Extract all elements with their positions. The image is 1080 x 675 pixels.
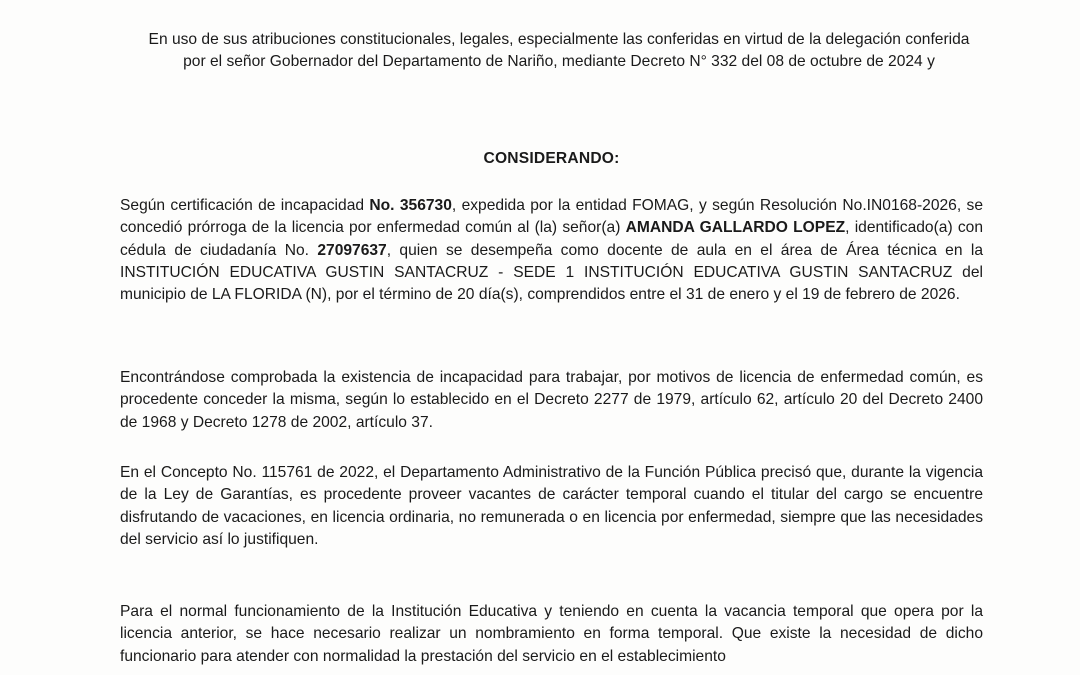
paragraph-1 bbox=[120, 195, 983, 306]
p1-text-2: , expedida por la entidad FOMAG, y según Resolución No.IN0168-2026, se concedió prórroga de la licencia por enfermedad común al (la) señor(a) bbox=[120, 197, 984, 237]
id-number: 27097637 bbox=[317, 241, 387, 259]
p1-text-3: , identificado(a) con cédula de ciudadanía No. bbox=[120, 219, 984, 259]
intro-block bbox=[136, 29, 982, 74]
paragraph-2-block bbox=[120, 367, 983, 434]
paragraph-3-block bbox=[120, 462, 983, 551]
p1-text-1: Según certificación de incapacidad bbox=[120, 197, 370, 214]
paragraph-2: Encontrándose comprobada la existencia de incapacidad para trabajar, por motivos de licencia de enfermedad común, es procedente conceder la misma, según lo establecido en el Decreto 2277 de 1979, artículo 62, artículo 20 del Decreto 2400 de 1968 y Decreto 1278 de 2002, artículo 37. bbox=[120, 369, 983, 431]
paragraph-1-block bbox=[120, 195, 983, 306]
heading-block bbox=[120, 148, 983, 170]
paragraph-4-block bbox=[120, 601, 983, 668]
p1-text-4: , quien se desempeña como docente de aula en el área de Área técnica en la INSTITUCIÓN EDUCATIVA GUSTIN SANTACRUZ - SEDE 1 INSTITUCIÓN EDUCATIVA GUSTIN SANTACRUZ del municipio de LA FLORIDA (N), por el término de 20 día(s), comprendidos entre el 31 de enero y el 19 de febrero de 2026. bbox=[120, 241, 983, 304]
considerando-heading: CONSIDERANDO: bbox=[483, 150, 620, 167]
incapacity-number: No. 356730 bbox=[369, 197, 452, 214]
paragraph-3: En el Concepto No. 115761 de 2022, el Departamento Administrativo de la Función Pública precisó que, durante la vigencia de la Ley de Garantías, es procedente proveer vacantes de carácter temporal cuando el titular del cargo se encuentre disfrutando de vacaciones, en licencia ordinaria, no remunerada o en licencia por enfermedad, siempre que las necesidades del servicio así lo justifiquen. bbox=[120, 464, 983, 548]
intro-paragraph: En uso de sus atribuciones constitucionales, legales, especialmente las conferidas en virtud de la delegación conferida por el señor Gobernador del Departamento de Nariño, mediante Decreto N° 332 del 08 de octubre de 2024 y bbox=[148, 31, 970, 71]
paragraph-4: Para el normal funcionamiento de la Institución Educativa y teniendo en cuenta la vacancia temporal que opera por la licencia anterior, se hace necesario realizar un nombramiento en forma temporal. Que existe la necesidad de dicho funcionario para atender con normalidad la prestación del servicio en el establecimiento bbox=[120, 603, 983, 665]
employee-name: AMANDA GALLARDO LOPEZ bbox=[625, 219, 846, 237]
